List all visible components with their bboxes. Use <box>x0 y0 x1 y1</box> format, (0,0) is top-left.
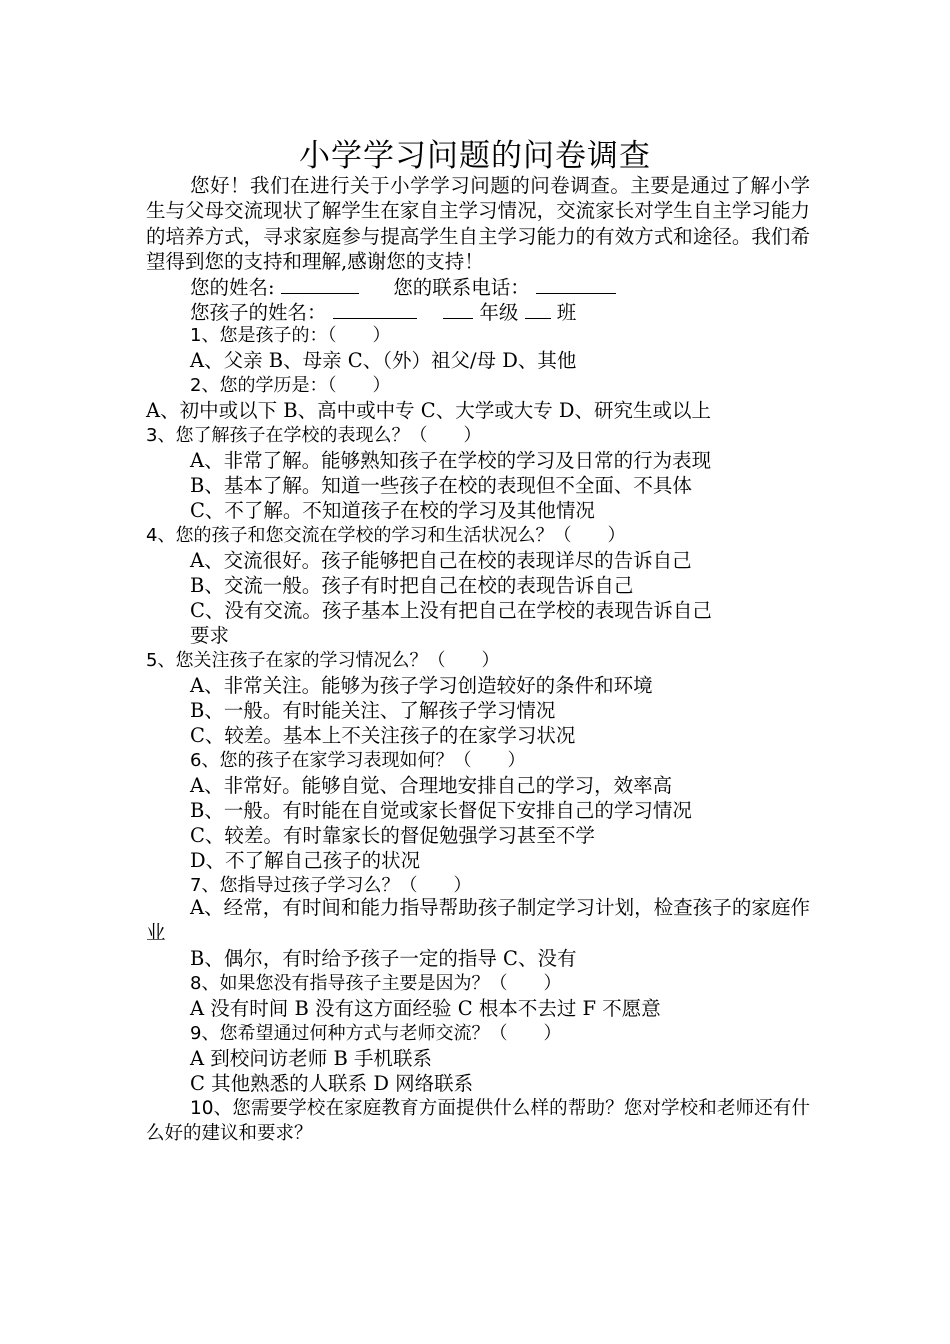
name-phone-row <box>190 273 616 298</box>
child-name-label: 您孩子的姓名： <box>190 301 327 324</box>
question-5-option-c: C、较差。基本上不关注孩子的在家学习状况 <box>190 724 576 747</box>
question-4: 4、您的孩子和您交流在学校的学习和生活状况么？（ ） <box>146 525 626 546</box>
question-9-options-cd: C 其他熟悉的人联系 D 网络联系 <box>190 1072 474 1095</box>
question-5: 5、您关注孩子在家的学习情况么？（ ） <box>146 650 500 671</box>
question-8-options: A 没有时间 B 没有这方面经验 C 根本不去过 F 不愿意 <box>190 997 661 1020</box>
phone-blank[interactable] <box>536 273 616 294</box>
question-5-option-a: A、非常关注。能够为孩子学习创造较好的条件和环境 <box>190 674 653 697</box>
question-7-option-a: A、经常，有时间和能力指导帮助孩子制定学习计划，检查孩子的家庭作业 <box>146 896 810 944</box>
question-6-option-c: C、较差。有时靠家长的督促勉强学习甚至不学 <box>190 824 595 847</box>
question-2: 2、您的学历是：（ ） <box>190 375 391 396</box>
question-7: 7、您指导过孩子学习么？（ ） <box>190 875 472 896</box>
question-2-options: A、初中或以下 B、高中或中专 C、大学或大专 D、研究生或以上 <box>146 399 712 422</box>
question-6-option-d: D、不了解自己孩子的状况 <box>190 849 421 872</box>
grade-label: 年级 <box>479 301 519 324</box>
question-1-options: A、父亲 B、母亲 C、（外）祖父/母 D、其他 <box>190 349 577 372</box>
name-blank[interactable] <box>281 273 359 294</box>
question-10: 10、您需要学校在家庭教育方面提供什么样的帮助？您对学校和老师还有什么好的建议和要求？ <box>146 1098 810 1144</box>
question-4-option-a: A、交流很好。孩子能够把自己在校的表现详尽的告诉自己 <box>190 549 692 572</box>
question-1: 1、您是孩子的：（ ） <box>190 325 391 346</box>
intro-paragraph: 您好！我们在进行关于小学学习问题的问卷调查。主要是通过了解小学生与父母交流现状了解学生在家自主学习情况，交流家长对学生自主学习能力的培养方式，寻求家庭参与提高学生自主学习能力的有效方式和途径。我们希望得到您的支持和理解,感谢您的支持！ <box>146 174 810 273</box>
question-9-options-ab: A 到校问访老师 B 手机联系 <box>190 1047 433 1070</box>
child-row <box>190 298 576 323</box>
question-7-options-bc: B、偶尔，有时给予孩子一定的指导 C、没有 <box>190 947 577 970</box>
name-label: 您的姓名: <box>190 276 275 299</box>
class-blank[interactable] <box>525 298 551 319</box>
question-4-option-c-continued: 要求 <box>190 624 230 647</box>
question-6-option-b: B、一般。有时能在自觉或家长督促下安排自己的学习情况 <box>190 799 692 822</box>
question-3-option-b: B、基本了解。知道一些孩子在校的表现但不全面、不具体 <box>190 474 692 497</box>
question-9: 9、您希望通过何种方式与老师交流？（ ） <box>190 1023 562 1044</box>
question-3: 3、您了解孩子在学校的表现么？（ ） <box>146 425 482 446</box>
grade-blank[interactable] <box>443 298 473 319</box>
phone-label: 您的联系电话： <box>393 276 530 299</box>
question-3-option-c: C、不了解。不知道孩子在校的学习及其他情况 <box>190 499 595 522</box>
child-name-blank[interactable] <box>333 298 417 319</box>
page-title: 小学学习问题的问卷调查 <box>299 138 651 174</box>
question-6-option-a: A、非常好。能够自觉、合理地安排自己的学习，效率高 <box>190 774 673 797</box>
question-8: 8、如果您没有指导孩子主要是因为？（ ） <box>190 973 562 994</box>
question-3-option-a: A、非常了解。能够熟知孩子在学校的学习及日常的行为表现 <box>190 449 712 472</box>
question-5-option-b: B、一般。有时能关注、了解孩子学习情况 <box>190 699 556 722</box>
class-label: 班 <box>556 301 577 324</box>
question-6: 6、您的孩子在家学习表现如何？（ ） <box>190 750 526 771</box>
question-4-option-b: B、交流一般。孩子有时把自己在校的表现告诉自己 <box>190 574 634 597</box>
question-4-option-c: C、没有交流。孩子基本上没有把自己在学校的表现告诉自己 <box>190 599 712 622</box>
